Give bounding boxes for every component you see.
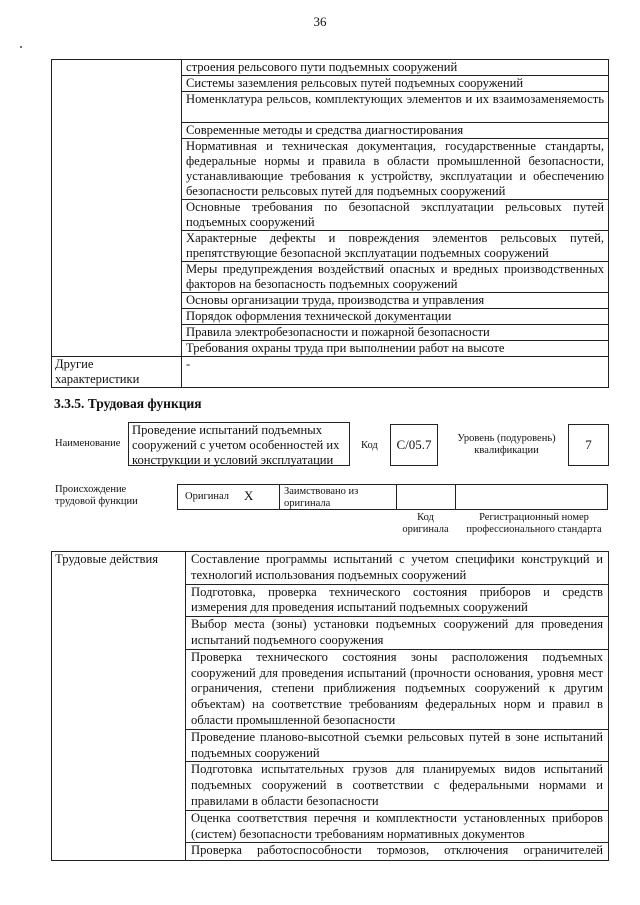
level-value-box: 7 <box>568 424 609 466</box>
knowledge-label-cell <box>52 60 182 357</box>
labor-action-row: Проведение планово-высотной съемки рельсовых путей в зоне испытаний подъемных сооружений <box>186 729 609 762</box>
labor-actions-label: Трудовые действия <box>52 552 186 861</box>
origin-divider <box>279 484 280 510</box>
knowledge-row: строения рельсового пути подъемных сооружений <box>182 60 609 76</box>
knowledge-table <box>51 59 609 388</box>
borrowed-label: Заимствовано из оригинала <box>284 486 359 509</box>
reg-number-label: Регистрационный номер профессионального стандарта <box>466 512 602 535</box>
knowledge-row: Правила электробезопасности и пожарной безопасности <box>182 325 609 341</box>
other-characteristics-label: Другие характеристики <box>52 357 182 388</box>
knowledge-row: Меры предупреждения воздействий опасных и вредных производственных факторов на безопасность подъемных сооружений <box>182 262 609 293</box>
labor-action-row: Проверка работоспособности тормозов, отключения ограничителей <box>186 843 609 861</box>
knowledge-row: Основы организации труда, производства и управления <box>182 293 609 309</box>
labor-action-row: Составление программы испытаний с учетом специфики конструкций и технологий использования подъемных сооружений <box>186 552 609 585</box>
knowledge-row: Номенклатура рельсов, комплектующих элементов и их взаимозаменяемость <box>182 92 609 123</box>
name-label: Наименование <box>55 438 121 449</box>
knowledge-row: Порядок оформления технической документации <box>182 309 609 325</box>
labor-action-row: Проверка технического состояния зоны расположения подъемных сооружений для проведения испытаний (прочности основания, уровня мест ограничения, степени приближения подъемных сооружений к другим объектам) на соответствие требованиям федеральных норм и правил в области промышленной безопасности <box>186 649 609 729</box>
code-label: Код <box>361 440 378 451</box>
original-mark: X <box>244 488 254 503</box>
labor-action-row: Подготовка, проверка технического состояния приборов и средств измерения для проведения испытаний подъемных сооружений <box>186 584 609 617</box>
labor-action-row: Подготовка испытательных грузов для планируемых видов испытаний подъемных сооружений в соответствии с федеральными нормами и правилами в области безопасности <box>186 762 609 810</box>
function-code-box: С/05.7 <box>390 424 438 466</box>
labor-action-row: Выбор места (зоны) установки подъемных сооружений для проведения испытаний подъемного сооружения <box>186 617 609 650</box>
knowledge-row: Современные методы и средства диагностирования <box>182 123 609 139</box>
original-label: Оригинал <box>185 491 229 502</box>
other-characteristics-value: - <box>182 357 609 388</box>
function-name-box: Проведение испытаний подъемных сооружений с учетом особенностей их конструкции и условий эксплуатации <box>128 422 350 466</box>
page-number: 36 <box>313 14 327 29</box>
origin-label: Происхождение трудовой функции <box>55 484 138 507</box>
scan-dot <box>20 46 22 48</box>
knowledge-row: Основные требования по безопасной эксплуатации рельсовых путей подъемных сооружений <box>182 200 609 231</box>
labor-action-row: Оценка соответствия перечня и комплектности установленных приборов (систем) безопасности требованиям нормативных документов <box>186 810 609 843</box>
level-label: Уровень (подуровень) квалификации <box>457 433 556 456</box>
knowledge-row: Требования охраны труда при выполнении работ на высоте <box>182 341 609 357</box>
origin-divider <box>396 484 397 510</box>
knowledge-row: Характерные дефекты и повреждения элементов рельсовых путей, препятствующие безопасной эксплуатации подъемных сооружений <box>182 231 609 262</box>
section-heading: 3.3.5. Трудовая функция <box>54 396 202 411</box>
knowledge-row: Нормативная и техническая документация, государственные стандарты, федеральные нормы и правила в области промышленной безопасности, устанавливающие требования к устройству, эксплуатации и обеспечению безопасности рельсовых путей для подъемных сооружений <box>182 139 609 200</box>
knowledge-row: Системы заземления рельсовых путей подъемных сооружений <box>182 76 609 92</box>
code-original-label: Код оригинала <box>402 512 449 535</box>
origin-divider <box>455 484 456 510</box>
labor-actions-table <box>51 551 609 861</box>
